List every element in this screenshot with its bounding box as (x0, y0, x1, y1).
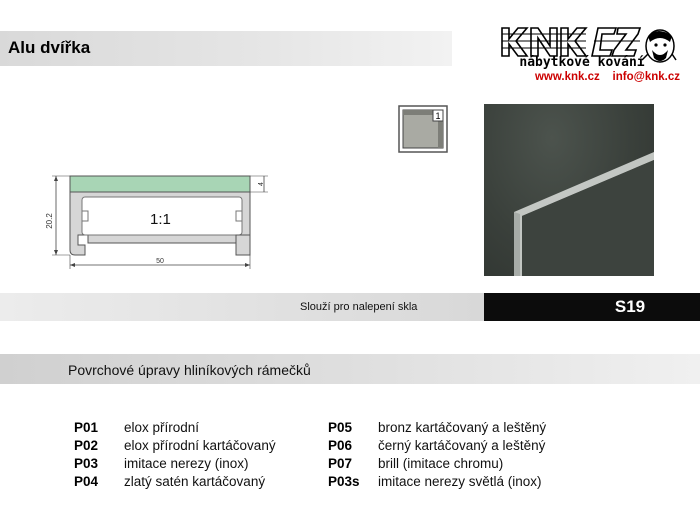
finishes-list-right (328, 418, 546, 490)
finish-name: elox přírodní kartáčovaný (124, 437, 276, 453)
finish-item (74, 418, 276, 436)
profile-top-strip (70, 176, 250, 192)
finish-item (328, 436, 546, 454)
glass-door-photo (484, 104, 654, 276)
finish-item (74, 472, 276, 490)
website-link[interactable]: www.knk.cz (534, 71, 600, 83)
finish-name: černý kartáčovaný a leštěný (378, 437, 546, 453)
finish-name: bronz kartáčovaný a leštěný (378, 419, 547, 435)
finish-code: P02 (74, 437, 99, 453)
code-bar (484, 293, 700, 321)
finish-code: P04 (74, 473, 99, 489)
finish-code: P03 (74, 455, 99, 471)
email-link[interactable]: info@knk.cz (612, 71, 680, 83)
logo-tagline: nábytkové kování (519, 55, 645, 70)
height-dimension: 20.2 (45, 213, 54, 229)
finishes-list-left (74, 418, 276, 490)
finish-name: elox přírodní (124, 419, 200, 435)
finish-code: P06 (328, 437, 353, 453)
finish-name: zlatý satén kartáčovaný (124, 473, 266, 489)
lip-dimension: 4 (258, 182, 265, 186)
profile-icon (398, 105, 448, 153)
icon-number: 1 (435, 111, 441, 121)
finish-code: P01 (74, 419, 99, 435)
finish-item (74, 436, 276, 454)
finish-item (74, 454, 276, 472)
finish-code: P07 (328, 455, 353, 471)
width-dimension: 50 (156, 258, 164, 265)
finish-item (328, 418, 546, 436)
page-title: Alu dvířka (8, 38, 91, 57)
finish-name: imitace nerezy světlá (inox) (378, 473, 542, 489)
profile-drawing (40, 165, 290, 275)
finish-item (328, 472, 546, 490)
finish-item (328, 454, 546, 472)
scale-label: 1:1 (150, 211, 171, 228)
finish-code: P03s (328, 473, 360, 489)
product-code: S19 (614, 297, 646, 316)
finish-name: imitace nerezy (inox) (124, 455, 249, 471)
product-description: Slouží pro nalepení skla (300, 301, 418, 313)
contact-info (485, 71, 680, 83)
finish-name: brill (imitace chromu) (378, 455, 504, 471)
finish-code: P05 (328, 419, 353, 435)
finishes-title: Povrchové úpravy hliníkových rámečků (68, 362, 311, 378)
